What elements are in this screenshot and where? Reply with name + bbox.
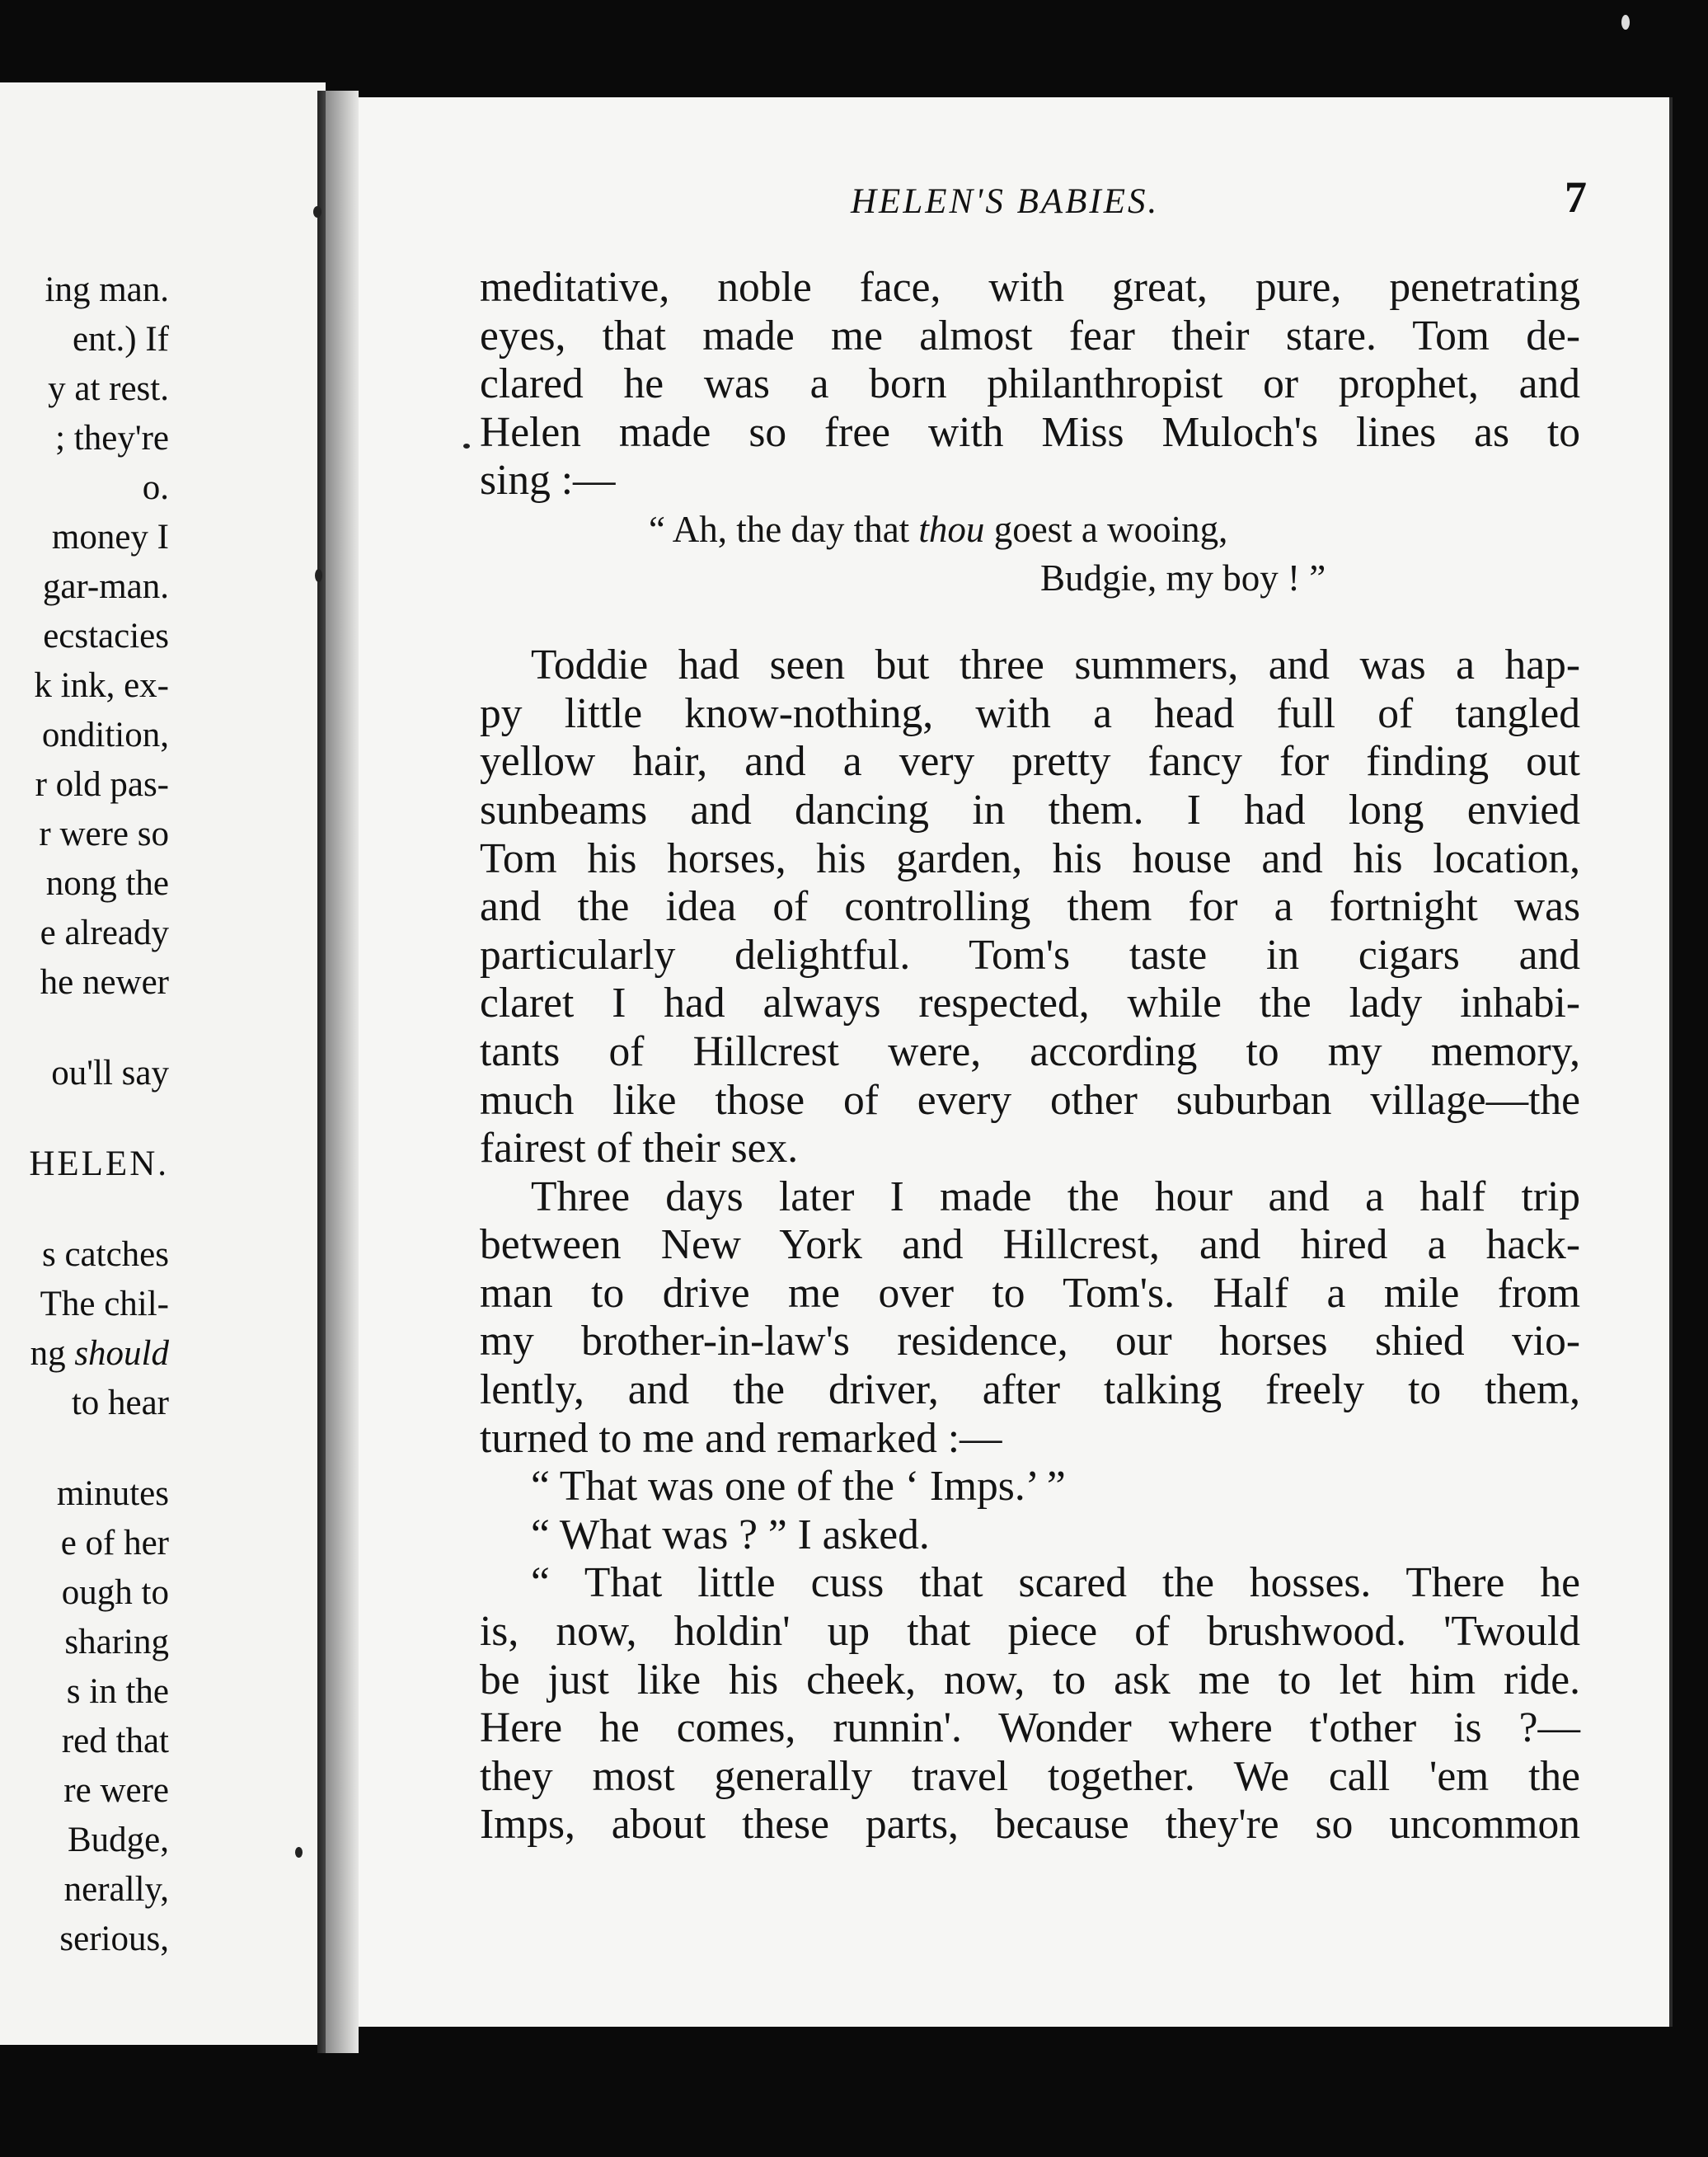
- text-line: Tom his horses, his garden, his house and his location,: [480, 834, 1580, 882]
- scan-speck: [1621, 15, 1630, 30]
- text-line: py little know-nothing, with a head full of tangled: [480, 689, 1580, 737]
- dialogue-line: “ That was one of the ‘ Imps.’ ”: [531, 1463, 1066, 1511]
- previous-page-line: [0, 1428, 169, 1469]
- previous-page-line: he newer: [40, 963, 169, 1002]
- text-line: yellow hair, and a very pretty fancy for finding out: [480, 738, 1580, 786]
- text-line: they most generally travel together. We call 'em the: [480, 1752, 1580, 1800]
- text-line: and the idea of controlling them for a fortnight was: [480, 883, 1580, 931]
- previous-page-line: ecstacies: [43, 617, 169, 656]
- previous-page-line: ng should: [30, 1334, 169, 1373]
- previous-page-line: r were so: [39, 815, 169, 853]
- paragraph-spacer: [480, 602, 1580, 641]
- previous-page-line: o.: [142, 468, 169, 507]
- previous-page-line: y at rest.: [48, 369, 169, 408]
- previous-page-line: [0, 1098, 169, 1140]
- text-line: eyes, that made me almost fear their stare. Tom de-: [480, 312, 1580, 360]
- previous-page-line: sharing: [64, 1623, 169, 1661]
- previous-page-line: e of her: [60, 1524, 169, 1563]
- previous-page-line: ondition,: [41, 716, 169, 754]
- previous-page-line: ent.) If: [73, 320, 169, 359]
- text-line: is, now, holdin' up that piece of brushwood. 'Twould: [480, 1608, 1580, 1656]
- text-line: Here he comes, runnin'. Wonder where t'other is ?—: [480, 1704, 1580, 1752]
- paragraph-4: [480, 1559, 1580, 1849]
- text-line: man to drive me over to Tom's. Half a mile from: [480, 1269, 1580, 1317]
- text-line: Imps, about these parts, because they're so uncommon: [480, 1801, 1580, 1849]
- text-line: my brother-in-law's residence, our horses shied vio-: [480, 1318, 1580, 1365]
- previous-page-text: [0, 266, 169, 1964]
- previous-page-line: ough to: [61, 1573, 169, 1612]
- previous-page-line: Budge,: [67, 1821, 169, 1859]
- text-line: “ That little cuss that scared the hosses. There he: [531, 1559, 1580, 1607]
- gutter-shadow: [326, 91, 359, 2053]
- previous-page-line: to hear: [71, 1384, 169, 1422]
- previous-page-line: s in the: [66, 1672, 169, 1711]
- previous-page-line: re were: [63, 1771, 169, 1810]
- dialogue-line: “ What was ? ” I asked.: [531, 1511, 930, 1558]
- scan-speck: [313, 206, 321, 218]
- text-line: meditative, noble face, with great, pure, penetrating: [480, 264, 1580, 311]
- text-line: particularly delightful. Tom's taste in cigars and: [480, 931, 1580, 979]
- previous-page-line: k ink, ex-: [34, 666, 169, 705]
- previous-page-line: serious,: [59, 1920, 169, 1958]
- text-line: claret I had always respected, while the lady inhabi-: [480, 980, 1580, 1027]
- running-head: HELEN'S BABIES.: [851, 182, 1160, 221]
- text-line: clared he was a born philanthropist or prophet, and: [480, 360, 1580, 408]
- text-line: fairest of their sex.: [480, 1125, 799, 1172]
- text-line: tants of Hillcrest were, according to my memory,: [480, 1027, 1580, 1075]
- previous-page-fragment: [0, 82, 326, 2045]
- previous-page-line: red that: [61, 1722, 169, 1760]
- previous-page-line: e already: [40, 914, 169, 952]
- text-line: Three days later I made the hour and a half trip: [531, 1172, 1580, 1220]
- paragraph-1: [480, 264, 1580, 505]
- previous-page-line: [0, 1008, 169, 1049]
- text-line: sunbeams and dancing in them. I had long envied: [480, 786, 1580, 834]
- text-line: turned to me and remarked :—: [480, 1414, 1002, 1462]
- paragraph-3: [480, 1173, 1580, 1464]
- scan-speck: [315, 569, 322, 582]
- verse-quote: [480, 505, 1580, 602]
- scan-speck: [295, 1847, 303, 1858]
- scan-speck: [463, 444, 470, 449]
- text-line: Toddie had seen but three summers, and was a hap-: [531, 641, 1580, 689]
- text-line: Helen made so free with Miss Muloch's lines as to: [480, 408, 1580, 456]
- text-line: much like those of every other suburban village—the: [480, 1076, 1580, 1124]
- previous-page-line: nerally,: [63, 1870, 169, 1909]
- previous-page-line: ou'll say: [51, 1054, 169, 1093]
- previous-page-line: ; they're: [55, 419, 169, 458]
- text-line: sing :—: [480, 457, 616, 505]
- text-line: between New York and Hillcrest, and hired a hack-: [480, 1221, 1580, 1269]
- previous-page-line: HELEN.: [29, 1144, 169, 1183]
- previous-page-line: minutes: [56, 1474, 169, 1513]
- previous-page-line: The chil-: [40, 1285, 169, 1323]
- previous-page-line: r old pas-: [35, 765, 169, 804]
- previous-page-line: [0, 1189, 169, 1230]
- paragraph-2: [480, 641, 1580, 1173]
- verse-line-1: “ Ah, the day that thou goest a wooing,: [649, 508, 1228, 550]
- previous-page-line: nong the: [45, 864, 169, 903]
- previous-page-line: gar-man.: [42, 567, 169, 606]
- page-number: 7: [1565, 172, 1587, 222]
- text-line: lently, and the driver, after talking freely to them,: [480, 1366, 1580, 1414]
- previous-page-line: s catches: [41, 1235, 169, 1274]
- previous-page-line: money I: [51, 518, 169, 557]
- verse-line-2: Budgie, my boy ! ”: [1040, 557, 1326, 599]
- page-body: [480, 264, 1580, 1849]
- text-line: be just like his cheek, now, to ask me to let him ride.: [480, 1656, 1580, 1704]
- previous-page-line: ing man.: [45, 270, 169, 309]
